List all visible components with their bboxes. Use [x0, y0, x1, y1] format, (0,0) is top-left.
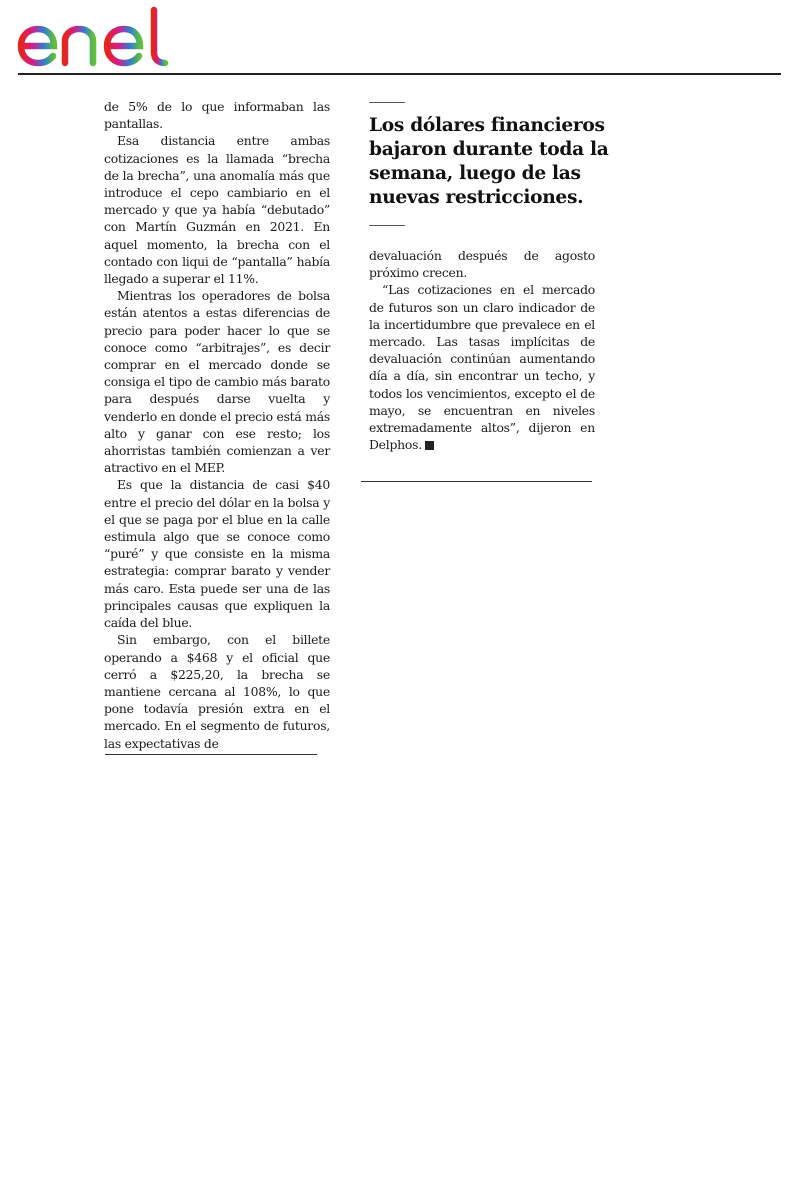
article-paragraph: Sin embargo, con el billete operando a $468 y el oficial que cerró a $225,20, la brecha se mantiene cercana al 108%, lo que pone todavía presión extra en el mercado. En el segmento de futuros, las expectativas de [104, 632, 330, 751]
left-column-end-rule [105, 754, 317, 755]
headline-bottom-rule [369, 225, 405, 226]
article-paragraph: Esa distancia entre ambas cotizaciones es la llamada “brecha de la brecha”, una anomalía más que introduce el cepo cambiario en el mercado y que ya había “debutado” con Martín Guzmán en 2021. En aquel momento, la brecha con el contado con liqui de “pantalla” había llegado a superar el 11%. [104, 133, 330, 287]
enel-logo [16, 4, 182, 68]
article-closing-paragraph [369, 281, 595, 453]
article-paragraph: de 5% de lo que informaban las pantallas. [104, 99, 330, 132]
header-rule [18, 73, 781, 75]
headline-top-rule [369, 102, 405, 103]
end-of-article-icon [425, 441, 434, 450]
article-paragraph: Mientras los operadores de bolsa están atentos a estas diferencias de precio para poder hacer lo que se conoce como “arbitrajes”, es decir comprar en el mercado donde se consiga el tipo de cambio más barato para después darse vuelta y venderlo en donde el precio está más alto y ganar con ese resto; los ahorristas también comienzan a ver atractivo en el MEP. [104, 288, 330, 476]
article-left-column [104, 98, 330, 752]
article-right-column [369, 247, 595, 453]
article-paragraph: Es que la distancia de casi $40 entre el precio del dólar en la bolsa y el que se paga por el blue en la calle estimula algo que se conoce como “puré” y que consiste en la misma estrategia: comprar barato y vender más caro. Esta puede ser una de las principales causas que expliquen la caída del blue. [104, 477, 330, 631]
article-paragraph: devaluación después de agosto próximo crecen. [369, 248, 595, 281]
article-headline: Los dólares financieros bajaron durante toda la semana, luego de las nuevas restricciones. [369, 115, 609, 208]
article-paragraph-text: “Las cotizaciones en el mercado de futuros son un claro indicador de la incertidumbre que prevalece en el mercado. Las tasas implícitas de devaluación continúan aumentando día a día, sin encontrar un techo, y todos los vencimientos, excepto el de mayo, se encuentran en niveles extremadamente altos”, dijeron en Delphos. [369, 282, 595, 453]
right-column-end-rule [361, 481, 592, 482]
